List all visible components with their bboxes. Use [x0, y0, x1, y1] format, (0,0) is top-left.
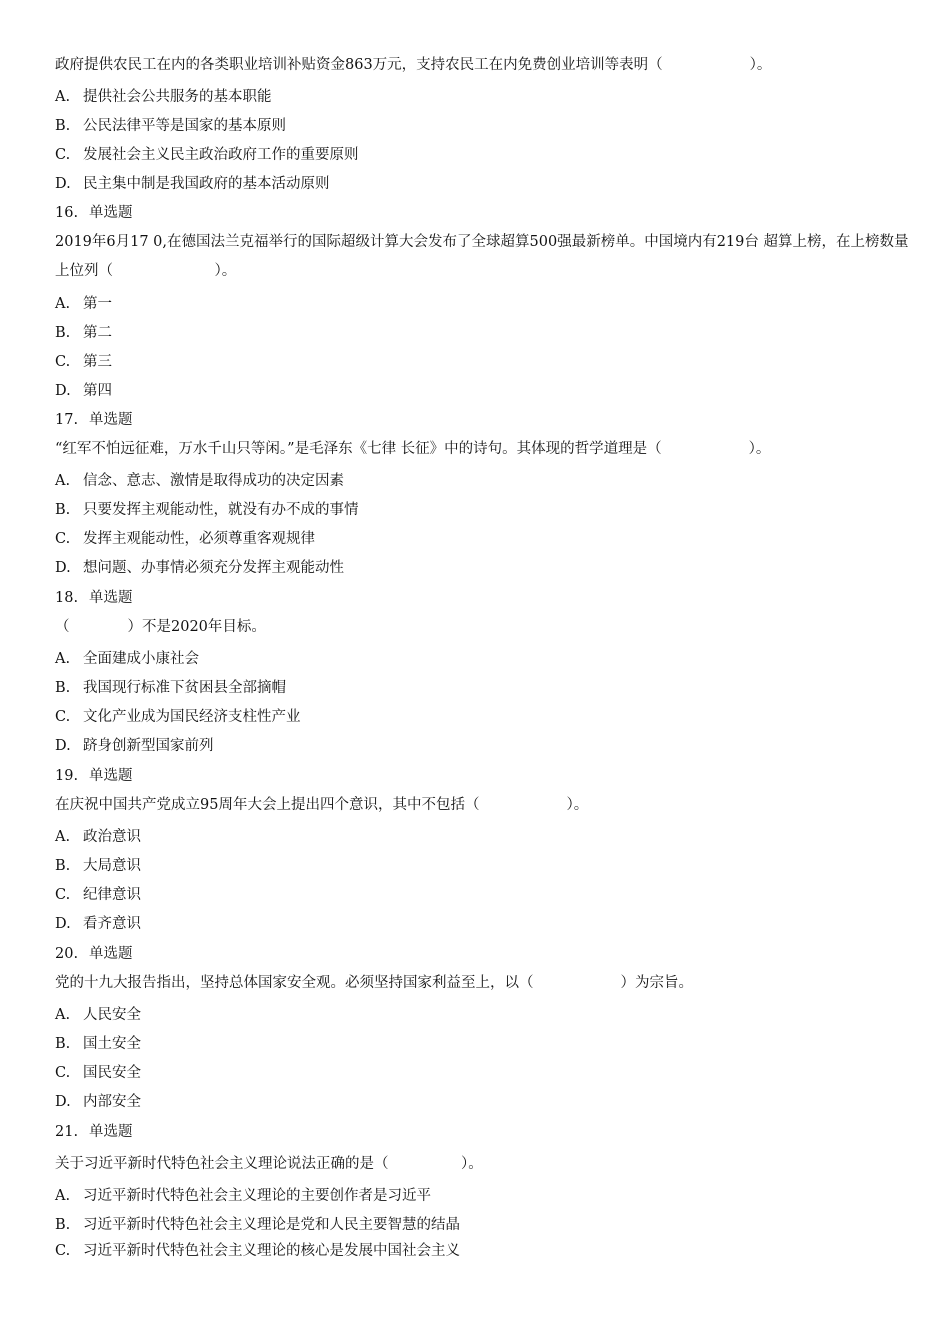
- option-c: [55, 707, 910, 727]
- question-type: 单选题: [89, 946, 133, 962]
- option-key: D.: [55, 176, 71, 192]
- option-key: C.: [55, 354, 71, 370]
- option-key: C.: [55, 709, 71, 725]
- option-text: 民主集中制是我国政府的基本活动原则: [83, 176, 330, 192]
- option-c: [55, 145, 910, 165]
- option-key: A.: [55, 89, 71, 105]
- option-text: 跻身创新型国家前列: [83, 738, 214, 754]
- option-text: 国土安全: [83, 1036, 141, 1052]
- option-text: 提供社会公共服务的基本职能: [83, 89, 272, 105]
- option-text: 第四: [83, 383, 112, 399]
- option-a: [55, 1005, 910, 1025]
- option-text: 人民安全: [83, 1007, 141, 1023]
- option-text: 大局意识: [83, 858, 141, 874]
- question-number: 20.: [55, 946, 79, 962]
- option-key: C.: [55, 887, 71, 903]
- option-text: 信念、意志、激情是取得成功的决定因素: [83, 473, 344, 489]
- option-key: D.: [55, 916, 71, 932]
- question-type: 单选题: [89, 590, 133, 606]
- option-d: [55, 381, 910, 401]
- option-d: [55, 558, 910, 578]
- option-key: B.: [55, 502, 71, 518]
- question-stem: 在庆祝中国共产党成立95周年大会上提出四个意识，其中不包括（ ）。: [55, 797, 589, 813]
- option-key: B.: [55, 680, 71, 696]
- option-key: D.: [55, 383, 71, 399]
- option-a: [55, 294, 910, 314]
- option-d: [55, 914, 910, 934]
- question-number: 19.: [55, 768, 79, 784]
- question-stem: 政府提供农民工在内的各类职业培训补贴资金863万元，支持农民工在内免费创业培训等表明（ ）。: [55, 57, 772, 73]
- question-type: 单选题: [89, 412, 133, 428]
- option-key: C.: [55, 531, 71, 547]
- option-a: [55, 87, 910, 107]
- option-key: B.: [55, 1217, 71, 1233]
- option-c: [55, 1063, 910, 1083]
- option-a: [55, 827, 910, 847]
- question-stem: 党的十九大报告指出，坚持总体国家安全观。必须坚持国家利益至上，以（ ）为宗旨。: [55, 975, 693, 991]
- option-b: [55, 678, 910, 698]
- question-stem: 关于习近平新时代特色社会主义理论说法正确的是（ ）。: [55, 1156, 483, 1172]
- option-key: A.: [55, 1007, 71, 1023]
- option-c: [55, 1241, 910, 1261]
- option-text: 文化产业成为国民经济支柱性产业: [83, 709, 301, 725]
- option-d: [55, 1092, 910, 1112]
- option-b: [55, 116, 910, 136]
- option-d: [55, 736, 910, 756]
- question-type: 单选题: [89, 1124, 133, 1140]
- question-number: 17.: [55, 412, 79, 428]
- option-key: B.: [55, 118, 71, 134]
- option-a: [55, 1186, 910, 1206]
- option-key: C.: [55, 147, 71, 163]
- option-text: 看齐意识: [83, 916, 141, 932]
- option-text: 只要发挥主观能动性，就没有办不成的事情: [83, 502, 359, 518]
- option-text: 习近平新时代特色社会主义理论是党和人民主要智慧的结晶: [83, 1217, 460, 1233]
- option-d: [55, 174, 910, 194]
- option-text: 第一: [83, 296, 112, 312]
- question-header: [55, 766, 910, 786]
- question-number: 21.: [55, 1124, 79, 1140]
- option-key: D.: [55, 560, 71, 576]
- option-text: 公民法律平等是国家的基本原则: [83, 118, 286, 134]
- option-text: 我国现行标准下贫困县全部摘帽: [83, 680, 286, 696]
- option-key: A.: [55, 829, 71, 845]
- option-b: [55, 1215, 910, 1235]
- option-key: D.: [55, 738, 71, 754]
- option-key: B.: [55, 1036, 71, 1052]
- option-b: [55, 1034, 910, 1054]
- option-key: A.: [55, 296, 71, 312]
- option-text: 国民安全: [83, 1065, 141, 1081]
- option-text: 全面建成小康社会: [83, 651, 199, 667]
- option-a: [55, 649, 910, 669]
- question-type: 单选题: [89, 768, 133, 784]
- option-key: B.: [55, 858, 71, 874]
- option-text: 纪律意识: [83, 887, 141, 903]
- question-stem: 2019年6月17 0,在德国法兰克福举行的国际超级计算大会发布了全球超算500强最新榜单。中国境内有219台 超算上榜，在上榜数量上位列（ ）。: [55, 234, 909, 279]
- option-text: 想问题、办事情必须充分发挥主观能动性: [83, 560, 344, 576]
- option-text: 发展社会主义民主政治政府工作的重要原则: [83, 147, 359, 163]
- option-text: 习近平新时代特色社会主义理论的核心是发展中国社会主义: [83, 1243, 460, 1259]
- question-header: [55, 588, 910, 608]
- option-b: [55, 323, 910, 343]
- question-header: [55, 1122, 910, 1142]
- question-number: 18.: [55, 590, 79, 606]
- option-key: A.: [55, 1188, 71, 1204]
- option-text: 政治意识: [83, 829, 141, 845]
- option-b: [55, 856, 910, 876]
- option-a: [55, 471, 910, 491]
- option-c: [55, 885, 910, 905]
- option-key: B.: [55, 325, 71, 341]
- option-key: A.: [55, 473, 71, 489]
- option-key: D.: [55, 1094, 71, 1110]
- question-number: 16.: [55, 205, 79, 221]
- option-text: 第三: [83, 354, 112, 370]
- question-stem: （ ）不是2020年目标。: [55, 619, 266, 635]
- option-text: 发挥主观能动性，必须尊重客观规律: [83, 531, 315, 547]
- option-key: A.: [55, 651, 71, 667]
- question-header: [55, 410, 910, 430]
- option-b: [55, 500, 910, 520]
- question-stem: “红军不怕远征难，万水千山只等闲。”是毛泽东《七律 长征》中的诗句。其体现的哲学道理是（ ）。: [55, 441, 771, 457]
- option-text: 内部安全: [83, 1094, 141, 1110]
- option-text: 第二: [83, 325, 112, 341]
- question-type: 单选题: [89, 205, 133, 221]
- option-key: C.: [55, 1243, 71, 1259]
- option-key: C.: [55, 1065, 71, 1081]
- option-text: 习近平新时代特色社会主义理论的主要创作者是习近平: [83, 1188, 431, 1204]
- question-header: [55, 944, 910, 964]
- option-c: [55, 352, 910, 372]
- option-c: [55, 529, 910, 549]
- question-header: [55, 203, 910, 223]
